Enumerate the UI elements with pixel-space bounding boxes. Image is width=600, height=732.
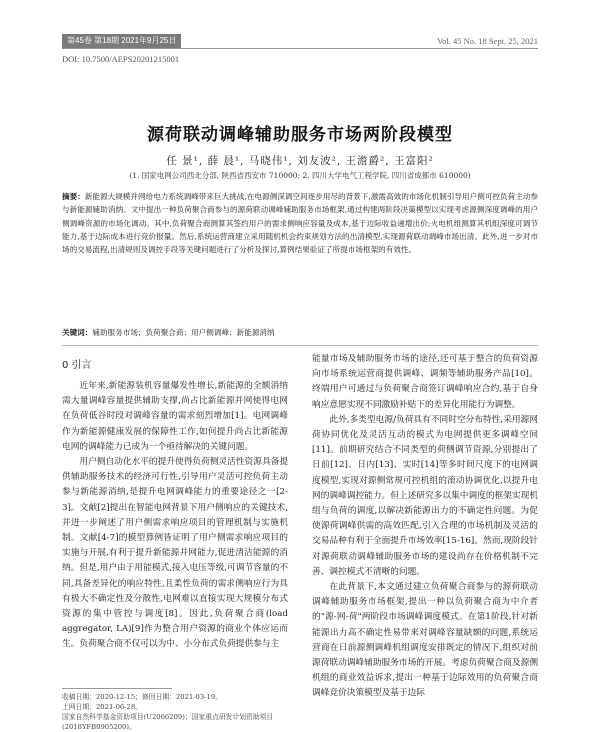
abstract-divider [62,345,538,346]
section-heading-introduction: 0 引言 [62,360,92,371]
abstract-label: 摘要： [62,192,85,201]
running-header [62,34,538,48]
footnote-divider [62,688,172,689]
body-paragraph: 此外,多类型电源/负荷具有不同时空分布特性,采用源网荷协同优化及灵活互动的模式为电网提供更多调峰空间[11]。前期研究结合不同类型的荷侧调节资源,分别提出了日前[12]、日内[13]、实时[14]等多时间尺度下的电网调度模型,实现对源侧常规可控机组的滚动协调优化,以提升电网的调峰调控能力。但上述研究多以集中调度的框架实现机组与负荷的调度,以解决新能源出力的不确定性问题。为促使源荷调峰供需的高效匹配,引入合理的市场机制及灵活的交易品种有利于全面提升市场效率[15-16]。然而,现阶段针对源荷联动调峰辅助服务市场的建设尚存在价格机制不完善、调控模式不清晰的问题。 [312,414,538,577]
footnote-online-date: 上网日期：2021-06-28。 [62,703,142,711]
keywords-text: 辅助服务市场；负荷聚合商；用户侧调峰；新能源消纳 [92,328,275,337]
doi-text: DOI: 10.7500/AEPS20201215001 [62,54,180,64]
abstract [62,190,538,256]
author-affiliations: (1. 国家电网公司西北分部, 陕西省西安市 710000; 2. 四川大学电气工程学院, 四川省成都市 610000) [129,171,471,180]
keywords [62,326,538,339]
body-column-right [312,352,538,702]
journal-issue-label: 第45卷 第18期 2021年9月25日 [62,34,181,48]
body-paragraph: 近年来,新能源装机容量爆发性增长,新能源的全额消纳需大量调峰容量提供辅助支撑,尚占比新能源并网使得电网在负荷低谷时段对调峰容量的需求刻烈增加[1]。电网调峰作为新能源健康发展的保障性工作,如何提升尚占比新能源电网的调峰能力已成为一个亟待解决的关键问题。 [62,381,288,452]
footnote-funding: 国家自然科学基金资助项目(U2066209)；国家重点研发计划资助项目(2018YFB0905200)。 [62,713,274,731]
paper-title: 源荷联动调峰辅助服务市场两阶段模型 [147,125,453,145]
author-list: 任 景¹, 薛 晨¹, 马晓伟¹, 刘友波², 王澹爵², 王富阳² [166,155,434,167]
footnote-received-date: 收稿日期：2020-12-15；修回日期：2021-03-19。 [62,693,222,701]
body-column-left [62,358,288,653]
body-paragraph: 能量市场及辅助服务市场的途径,还可基于整合的负荷资源向市场系统运营商提供调峰、调频等辅助服务产品[10]。终端用户可通过与负荷聚合商签订调峰响应合约,基于自身响应意愿实现不同激励补贴下的差异化用能行为调整。 [312,354,538,410]
abstract-text: 新能源大规模并网给电力系统调峰带来巨大挑战,在电源侧深调空间逐步用尽的背景下,激需高效的市场化机制引导用户侧可控负荷主动参与新能源辅助消纳。文中提出一种负荷聚合商参与的源荷联动调峰辅助服务市场框架,通过构建两阶段决策模型以实现考虑源侧深度调峰的用户侧调峰资源的市场化调动。其中,负荷聚合商测算其签约用户的需求侧响应容量及成本,基于边际收益递增出价;火电机组测算其机组深度可调节能力,基于边际成本进行竞价报量。然后,系统运营商建立采用随机机会约束规划方法的出清模型,实现源荷联动调峰市场出清。此外,进一步对市场的交易流程,出清规则及调控手段等关键问题进行了分析及探讨,算例结果验证了所提市场框架的有效性。 [62,192,539,255]
header-divider [62,48,538,49]
keywords-label: 关键词： [62,328,93,337]
body-paragraph: 用户侧自动化水平的提升使得负荷侧灵活性资源具备提供辅助服务技术的经济可行性,引导用户灵活可控负荷主动参与新能源消纳,是提升电网调峰能力的重要途径之一[2-3]。文献[2]提出在智能电网背景下用户侧响应的关键技术,并进一步阐述了用户侧需求响应项目的管理机制与实施机制。文献[4-7]的模型算例皆证明了用户侧需求响应项目的实施与开展,有利于提升新能源并网能力,促进清洁能源的消纳。但是,用户由于用能模式,接入电压等级,可调节容量的不同,具备差异化的响应特性,且柔性负荷的需求侧响应行为具有极大不确定性及分散性,电网难以直接实现大规模分布式资源的集中管控与调度[8]。因此,负荷聚合商(load aggregator, LA)[9]作为整合用户资源的商业个体应运而生。负荷聚合商不仅可以为中、小分布式负荷提供参与主 [62,457,288,650]
body-paragraph: 在此背景下,本文通过建立负荷聚合商参与的源荷联动调峰辅助服务市场框架,提出一种以负荷聚合商为中介者的"源-网-荷"两阶段市场调峰调度模式。在第1阶段,针对新能源出力高不确定性易带来对调峰容量缺额的问题,系统运营商在日前源侧调峰机组调度安排既定的情况下,组织对前源荷联动调峰辅助服务市场的开展。考虑负荷聚合商及源侧机组的商业效益诉求,提出一种基于边际效用的负荷聚合商调峰竞价决策模型及基于边际 [312,582,538,699]
journal-volume-label: Vol. 45 No. 18 Sept. 25, 2021 [437,36,538,46]
